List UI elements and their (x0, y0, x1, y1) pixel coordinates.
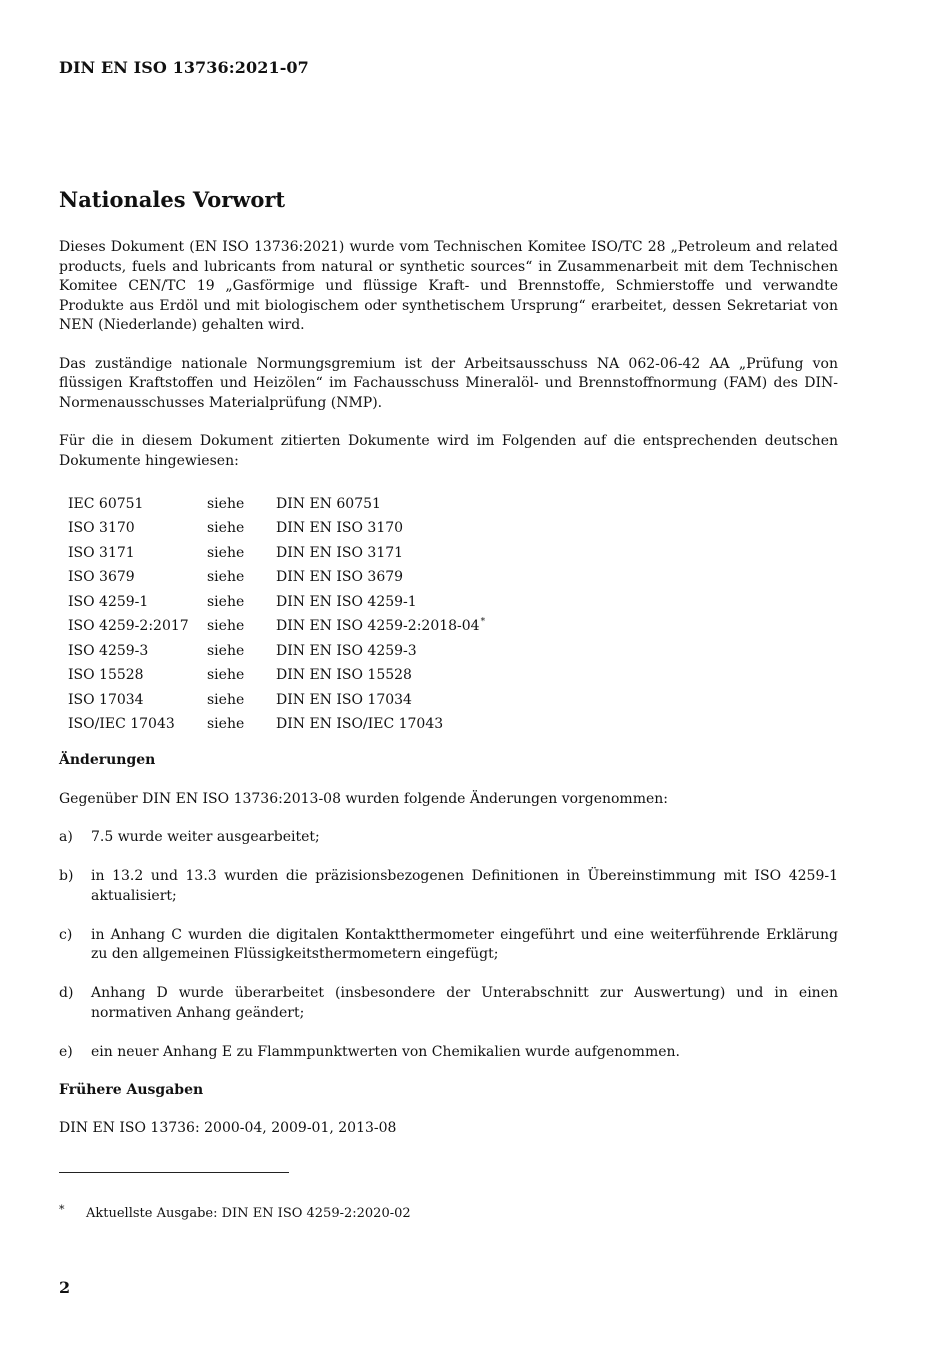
reference-din-text: DIN EN ISO 3679 (276, 569, 404, 585)
list-marker: d) (59, 985, 74, 1001)
list-item-text: 7.5 wurde weiter ausgearbeitet; (91, 829, 320, 845)
reference-din (276, 713, 485, 738)
footnote-reference-mark: * (480, 617, 486, 627)
reference-din (276, 517, 485, 542)
previous-editions-heading: Frühere Ausgaben (59, 1081, 204, 1098)
reference-din-text: DIN EN ISO 3171 (276, 544, 404, 561)
reference-din (276, 688, 485, 713)
list-marker: e) (59, 1043, 73, 1060)
footnote-mark: * (59, 1203, 65, 1216)
reference-din-text: DIN EN ISO 15528 (276, 667, 412, 683)
reference-din-text: DIN EN 60751 (276, 495, 381, 512)
reference-din-text: DIN EN ISO 4259-3 (276, 642, 417, 659)
footnote (59, 1203, 411, 1221)
list-item-text: in 13.2 und 13.3 wurden die präzisionsbezogenen Definitionen in Übereinstimmung mit ISO 4259-1 aktualisiert; (91, 868, 838, 904)
reference-intl: ISO 3171 (68, 544, 135, 561)
changes-heading: Änderungen (59, 752, 156, 768)
paragraph-references-intro: Für die in diesem Dokument zitierten Dokumente wird im Folgenden auf die entsprechenden deutschen Dokumente hingewiesen: (59, 433, 838, 469)
table-row (68, 492, 485, 517)
footnote-text: Aktuellste Ausgabe: DIN EN ISO 4259-2:2020-02 (86, 1206, 411, 1221)
reference-din-text: DIN EN ISO/IEC 17043 (276, 716, 444, 732)
reference-intl: ISO/IEC 17043 (68, 716, 175, 732)
table-row (68, 615, 485, 640)
list-item (59, 1043, 838, 1063)
reference-see: siehe (207, 520, 245, 536)
reference-intl: ISO 4259-3 (68, 642, 149, 659)
reference-intl: ISO 4259-1 (68, 593, 149, 610)
table-row (68, 566, 485, 591)
page-number: 2 (59, 1278, 71, 1297)
reference-din-text: DIN EN ISO 4259-2:2018-04 (276, 618, 480, 634)
document-page (59, 0, 838, 1345)
reference-din (276, 615, 485, 640)
list-item (59, 867, 838, 906)
paragraph-committee: Dieses Dokument (EN ISO 13736:2021) wurde vom Technischen Komitee ISO/TC 28 „Petroleum and related products, fuels and lubricants from natural or synthetic sources“ in Zusammenarbeit mit dem Technischen Komitee CEN/TC 19 „Gasförmige und flüssige Kraft- und Brennstoffe, Schmierstoffe und verwandte Produkte aus Erdöl und mit biologischem oder synthetischem Ursprung“ erarbeitet, dessen Sekretariat von NEN (Niederlande) gehalten wird. (59, 239, 838, 333)
reference-intl: ISO 3170 (68, 520, 135, 536)
list-item (59, 926, 838, 965)
table-row (68, 713, 485, 738)
reference-see: siehe (207, 667, 245, 683)
reference-see: siehe (207, 593, 245, 610)
changes-list (59, 828, 838, 1062)
list-item-text: in Anhang C wurden die digitalen Kontaktthermometer eingeführt und eine weiterführende Erklärung zu den allgemeinen Flüssigkeitsthermometern eingefügt; (91, 926, 838, 962)
footnote-divider (59, 1172, 289, 1173)
reference-see: siehe (207, 495, 245, 512)
reference-din-text: DIN EN ISO 4259-1 (276, 593, 417, 610)
list-item-text: Anhang D wurde überarbeitet (insbesondere der Unterabschnitt zur Auswertung) und in einen normativen Anhang geändert; (91, 985, 838, 1021)
table-row (68, 590, 485, 615)
reference-see: siehe (207, 716, 245, 732)
document-id-header: DIN EN ISO 13736:2021-07 (59, 58, 309, 77)
reference-intl: ISO 4259-2:2017 (68, 618, 189, 634)
list-marker: c) (59, 926, 73, 943)
reference-din (276, 566, 485, 591)
main-content (59, 238, 838, 1139)
reference-intl: IEC 60751 (68, 495, 144, 512)
reference-din (276, 639, 485, 664)
reference-see: siehe (207, 544, 245, 561)
list-item-text: ein neuer Anhang E zu Flammpunktwerten von Chemikalien wurde aufgenommen. (91, 1043, 680, 1060)
reference-din (276, 541, 485, 566)
table-row (68, 639, 485, 664)
list-marker: b) (59, 868, 74, 884)
reference-intl: ISO 3679 (68, 569, 135, 585)
reference-din-text: DIN EN ISO 3170 (276, 520, 404, 536)
reference-din (276, 492, 485, 517)
paragraph-national-body: Das zuständige nationale Normungsgremium ist der Arbeitsausschuss NA 062-06-42 AA „Prüfung von flüssigen Kraftstoffen und Heizölen“ im Fachausschuss Mineralöl- und Brennstoffnormung (FAM) des DIN-Normenausschusses Materialprüfung (NMP). (59, 355, 838, 411)
table-row (68, 664, 485, 689)
list-marker: a) (59, 829, 73, 845)
page-title: Nationales Vorwort (59, 187, 286, 212)
list-item (59, 828, 838, 848)
table-row (68, 517, 485, 542)
reference-table (68, 492, 485, 737)
reference-din (276, 664, 485, 689)
reference-see: siehe (207, 569, 245, 585)
table-row (68, 541, 485, 566)
reference-see: siehe (207, 691, 245, 708)
reference-intl: ISO 17034 (68, 691, 144, 708)
reference-intl: ISO 15528 (68, 667, 144, 683)
changes-intro: Gegenüber DIN EN ISO 13736:2013-08 wurden folgende Änderungen vorgenommen: (59, 790, 668, 807)
reference-din (276, 590, 485, 615)
reference-din-text: DIN EN ISO 17034 (276, 691, 412, 708)
list-item (59, 984, 838, 1023)
reference-see: siehe (207, 618, 245, 634)
table-row (68, 688, 485, 713)
reference-see: siehe (207, 642, 245, 659)
previous-editions-text: DIN EN ISO 13736: 2000-04, 2009-01, 2013-08 (59, 1120, 397, 1136)
